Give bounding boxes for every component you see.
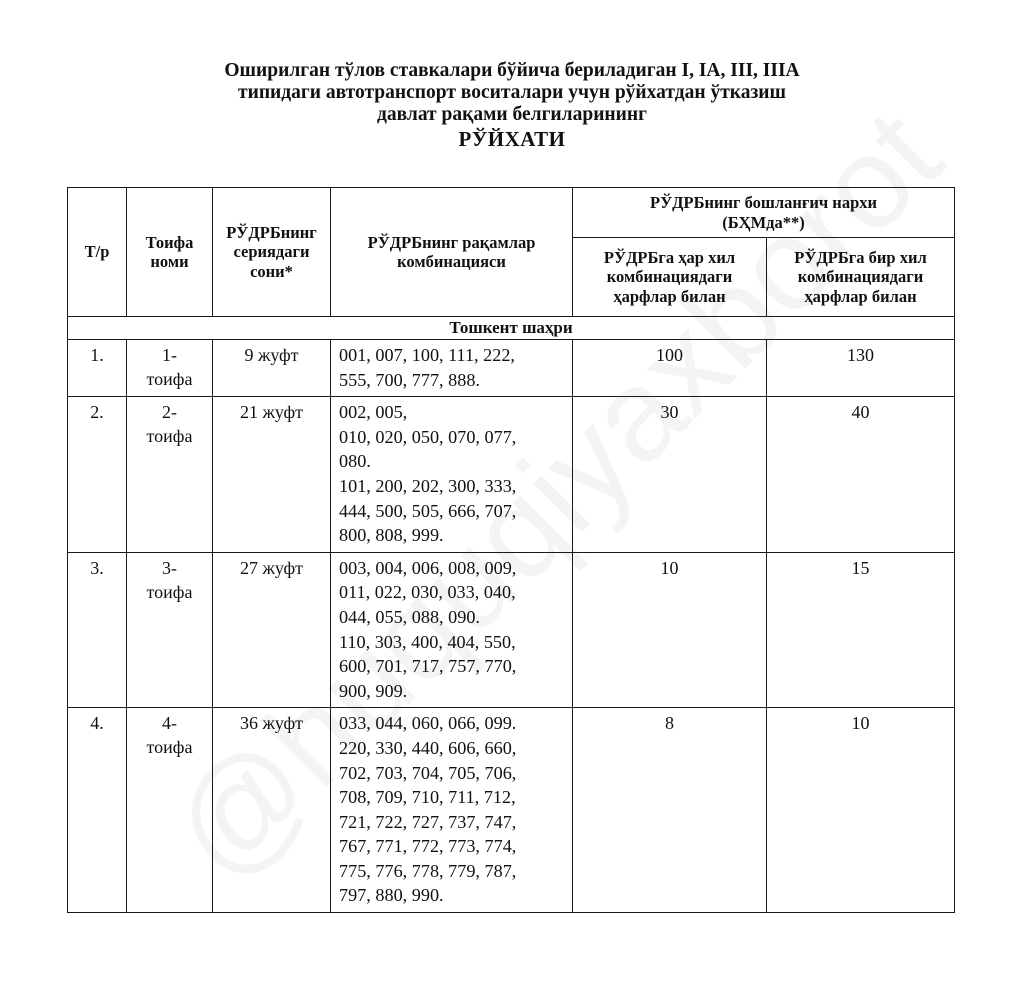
title-line-3: давлат рақами белгиларининг bbox=[376, 104, 647, 125]
row-number: 4. bbox=[68, 708, 127, 913]
document-title bbox=[0, 60, 1024, 151]
row-combinations bbox=[331, 708, 573, 913]
title-line-4: РЎЙХАТИ bbox=[458, 127, 566, 151]
row-price-different: 8 bbox=[573, 708, 767, 913]
combination-line: 797, 880, 990. bbox=[339, 885, 444, 906]
header-series: РЎДРБнинг сериядаги сони* bbox=[213, 188, 331, 317]
category-word: тоифа bbox=[146, 426, 193, 447]
plates-table bbox=[67, 187, 955, 913]
combination-line: 444, 500, 505, 666, 707, bbox=[339, 500, 517, 521]
combination-line: 044, 055, 088, 090. bbox=[339, 606, 480, 627]
combination-line: 080. bbox=[339, 451, 371, 472]
header-price-different: РЎДРБга ҳар хил комбинациядаги ҳарфлар билан bbox=[573, 238, 767, 317]
header-combination: РЎДРБнинг рақамлар комбинацияси bbox=[331, 188, 573, 317]
combination-line: 702, 703, 704, 705, 706, bbox=[339, 762, 517, 783]
row-category bbox=[127, 340, 213, 397]
table-row bbox=[68, 397, 955, 553]
combination-line: 010, 020, 050, 070, 077, bbox=[339, 426, 517, 447]
row-price-same: 15 bbox=[767, 552, 955, 708]
row-price-different: 30 bbox=[573, 397, 767, 553]
row-price-different: 10 bbox=[573, 552, 767, 708]
table-row bbox=[68, 552, 955, 708]
row-category bbox=[127, 552, 213, 708]
section-title: Тошкент шаҳри bbox=[68, 317, 955, 340]
row-price-different: 100 bbox=[573, 340, 767, 397]
header-price-group: РЎДРБнинг бошланғич нархи (БҲМда**) bbox=[573, 188, 955, 238]
category-word: тоифа bbox=[146, 369, 193, 389]
row-price-same: 130 bbox=[767, 340, 955, 397]
combination-line: 101, 200, 202, 300, 333, bbox=[339, 475, 517, 496]
combination-line: 001, 007, 100, 111, 222, bbox=[339, 345, 515, 365]
combination-line: 721, 722, 727, 737, 747, bbox=[339, 811, 517, 832]
header-no: Т/р bbox=[68, 188, 127, 317]
row-series-count: 9 жуфт bbox=[213, 340, 331, 397]
header-category: Тоифа номи bbox=[127, 188, 213, 317]
title-line-2: типидаги автотранспорт воситалари учун рўйхатдан ўтказиш bbox=[238, 82, 786, 103]
row-number: 1. bbox=[68, 340, 127, 397]
row-series-count: 21 жуфт bbox=[213, 397, 331, 553]
category-number: 1- bbox=[162, 345, 177, 365]
combination-line: 800, 808, 999. bbox=[339, 525, 444, 546]
category-number: 3- bbox=[162, 557, 177, 578]
row-price-same: 40 bbox=[767, 397, 955, 553]
combination-line: 555, 700, 777, 888. bbox=[339, 369, 480, 390]
combination-line: 775, 776, 778, 779, 787, bbox=[339, 860, 517, 881]
combination-line: 900, 909. bbox=[339, 680, 408, 701]
row-price-same: 10 bbox=[767, 708, 955, 913]
title-line-1: Оширилган тўлов ставкалари бўйича бериладиган I, IA, III, IIIA bbox=[224, 60, 800, 81]
row-series-count: 27 жуфт bbox=[213, 552, 331, 708]
combination-line: 767, 771, 772, 773, 774, bbox=[339, 836, 517, 857]
combination-line: 110, 303, 400, 404, 550, bbox=[339, 631, 516, 652]
table-row bbox=[68, 340, 955, 397]
row-number: 2. bbox=[68, 397, 127, 553]
combination-line: 011, 022, 030, 033, 040, bbox=[339, 582, 516, 603]
row-series-count: 36 жуфт bbox=[213, 708, 331, 913]
combination-line: 033, 044, 060, 066, 099. bbox=[339, 713, 517, 734]
row-category bbox=[127, 397, 213, 553]
combination-line: 708, 709, 710, 711, 712, bbox=[339, 787, 516, 808]
combination-line: 600, 701, 717, 757, 770, bbox=[339, 656, 517, 677]
category-word: тоифа bbox=[146, 737, 193, 758]
row-combinations bbox=[331, 340, 573, 397]
row-combinations bbox=[331, 397, 573, 553]
category-number: 4- bbox=[162, 713, 177, 734]
combination-line: 003, 004, 006, 008, 009, bbox=[339, 557, 517, 578]
row-number: 3. bbox=[68, 552, 127, 708]
table-row bbox=[68, 708, 955, 913]
header-price-same: РЎДРБга бир хил комбинациядаги ҳарфлар билан bbox=[767, 238, 955, 317]
category-word: тоифа bbox=[146, 581, 193, 602]
combination-line: 220, 330, 440, 606, 660, bbox=[339, 737, 517, 758]
category-number: 2- bbox=[162, 402, 177, 423]
row-category bbox=[127, 708, 213, 913]
combination-line: 002, 005, bbox=[339, 402, 408, 423]
row-combinations bbox=[331, 552, 573, 708]
